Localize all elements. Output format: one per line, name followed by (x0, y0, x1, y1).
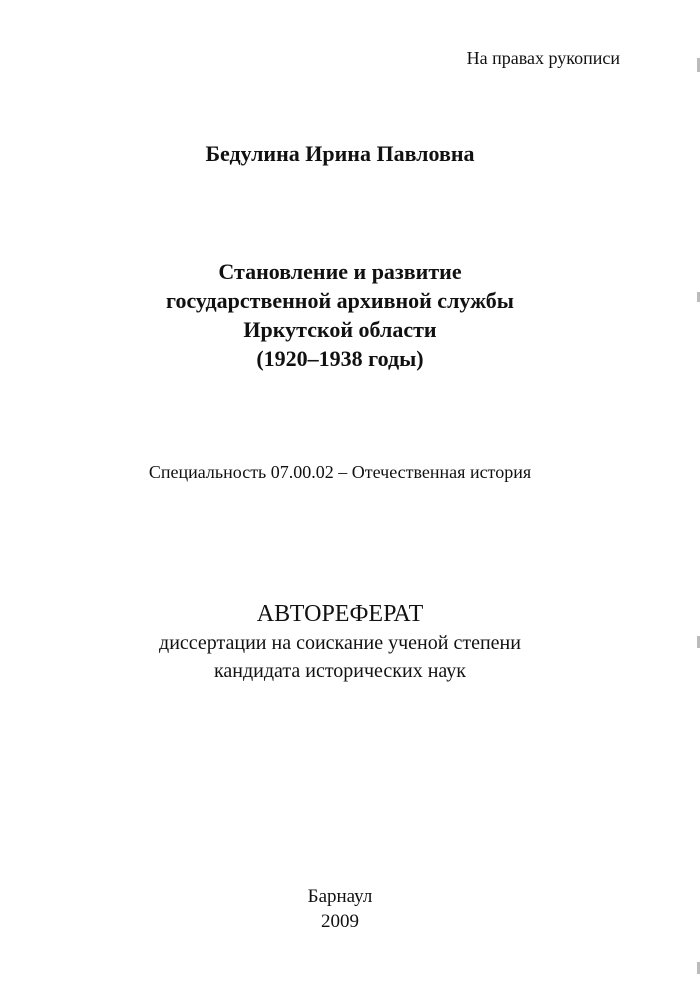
author-name: Бедулина Ирина Павловна (205, 141, 475, 166)
title-line: Становление и развитие (218, 259, 462, 284)
year: 2009 (321, 911, 359, 932)
title-line: государственной архивной службы (166, 288, 514, 313)
dissertation-title (0, 257, 680, 373)
abstract-line: кандидата исторических наук (213, 660, 467, 682)
abstract-line: диссертации на соискание ученой степени (159, 632, 521, 654)
rights-note: На правах рукописи (466, 48, 620, 68)
title-line: (1920–1938 годы) (256, 346, 424, 371)
specialty-line: Специальность 07.00.02 – Отечественная история (148, 462, 532, 482)
title-line: Иркутской области (243, 317, 437, 342)
footer-block (0, 884, 680, 934)
abstract-block (0, 599, 680, 685)
city: Барнаул (307, 886, 373, 907)
abstract-heading: АВТОРЕФЕРАТ (256, 601, 424, 627)
